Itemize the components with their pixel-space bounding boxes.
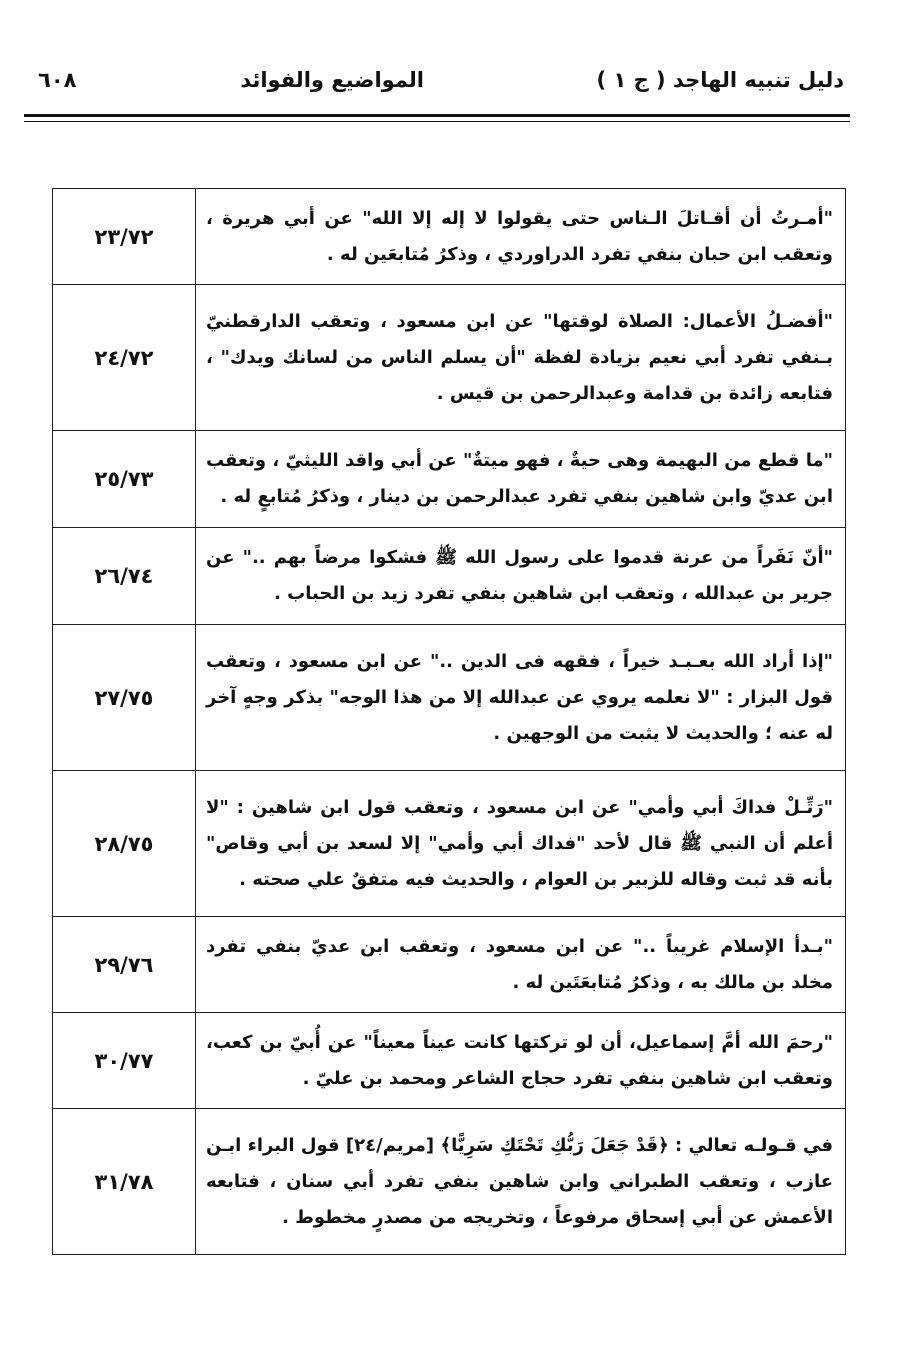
hadith-text: "ما قطع من البهيمة وهى حيةٌ ، فهو ميتةٌ" عن أبي واقد الليثيّ ، وتعقب ابن عديّ وابن شاهين بنفي تفرد عبدالرحمن بن دينار ، وذكرُ مُتابعٍ له . [196,431,846,528]
hadith-text: "أنّ نَفَراً من عرنة قدموا على رسول الله ﷺ فشكوا مرضاً بهم .." عن جرير بن عبدالله ، وتعقب ابن شاهين بنفي تفرد زيد بن الحباب . [196,528,846,625]
table-row [53,528,846,625]
header-rule-thick [24,114,850,117]
hadith-text: "رَتِّـلْ فداكَ أبي وأمي" عن ابن مسعود ، وتعقب قول ابن شاهين : "لا أعلم أن النبي ﷺ قال لأحد "فداك أبي وأمي" إلا لسعد بن أبي وقاص" بأنه قد ثبت وقاله للزبير بن العوام ، والحديث فيه متفقٌ علي صحته . [196,771,846,917]
hadith-text: "رحمَ الله أمَّ إسماعيل، أن لو تركتها كانت عيناً معيناً" عن أُبيّ بن كعب، وتعقب ابن شاهين بنفي تفرد حجاج الشاعر ومحمد بن عليّ . [196,1013,846,1109]
table-row [53,189,846,285]
table-row [53,771,846,917]
table-row [53,285,846,431]
hadith-text: في قـولـه تعالي : ﴿قَدْ جَعَلَ رَبُّكِ تَحْتَكِ سَرِيًّا﴾ [مريم/٢٤] قول البراء ابـن عازب ، وتعقب الطبراني وابن شاهين بنفي تفرد أبي سنان ، فتابعه الأعمش عن أبي إسحاق مرفوعاً ، وتخريجه من مصدرٍ مخطوط . [196,1109,846,1255]
hadith-ref: ٣٠/٧٧ [53,1013,196,1109]
hadith-ref: ٣١/٧٨ [53,1109,196,1255]
hadith-ref: ٢٤/٧٢ [53,285,196,431]
header-rule-thin [24,121,850,122]
hadith-text: "أفضـلُ الأعمال: الصلاة لوقتها" عن ابن مسعود ، وتعقب الدارقطنيّ بـنفي تفرد أبي نعيم بزيادة لفظة "أن يسلم الناس من لسانك ويدك" ، فتابعه زائدة بن قدامة وعبدالرحمن بن قيس . [196,285,846,431]
running-header [32,62,844,102]
section-title: المواضيع والفوائد [240,68,424,92]
table-row [53,431,846,528]
table-row [53,917,846,1013]
table-row [53,1109,846,1255]
hadith-table [52,188,846,1255]
table-row [53,1013,846,1109]
hadith-ref: ٢٩/٧٦ [53,917,196,1013]
hadith-ref: ٢٣/٧٢ [53,189,196,285]
hadith-text: "إذا أراد الله بعـبـد خيراً ، فقهه فى الدين .." عن ابن مسعود ، وتعقب قول البزار : "لا نعلمه يروي عن عبدالله إلا من هذا الوجه" بذكر وجهٍ آخر له عنه ؛ والحديث لا يثبت من الوجهين . [196,625,846,771]
hadith-ref: ٢٥/٧٣ [53,431,196,528]
hadith-ref: ٢٨/٧٥ [53,771,196,917]
hadith-text: "بـدأ الإسلام غريباً .." عن ابن مسعود ، وتعقب ابن عديّ بنفي تفرد مخلد بن مالك به ، وذكرُ مُتابعَتَين له . [196,917,846,1013]
table-row [53,625,846,771]
hadith-ref: ٢٦/٧٤ [53,528,196,625]
hadith-ref: ٢٧/٧٥ [53,625,196,771]
hadith-text: "أمـرتُ أن أقـاتلَ الـناس حتى يقولوا لا إله إلا الله" عن أبي هريرة ، وتعقب ابن حبان بنفي تفرد الدراوردي ، وذكرُ مُتابعَين له . [196,189,846,285]
book-title: دليل تنبيه الهاجد ( ج ١ ) [596,68,844,92]
page-number: ٦٠٨ [38,68,77,92]
